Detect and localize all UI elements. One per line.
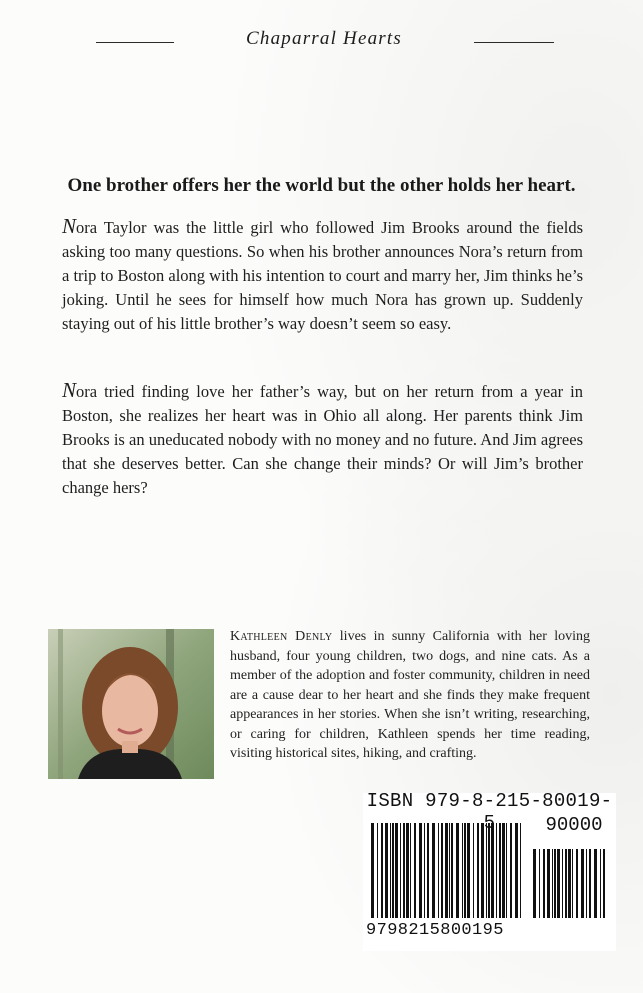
author-name: Kathleen Denly <box>230 629 333 644</box>
tagline: One brother offers her the world but the other holds her heart. <box>67 175 576 196</box>
ean-bar-12 <box>419 823 422 918</box>
series-rule-left <box>96 42 174 43</box>
ean-bar-9 <box>406 823 409 918</box>
ean-bar-8 <box>403 823 405 918</box>
blurb-paragraph-2 <box>62 378 583 500</box>
isbn-label: ISBN 979-8-215-80019-5 <box>366 790 613 834</box>
ean-bar-32 <box>499 823 501 918</box>
blurb-initial-1: N <box>62 214 77 238</box>
ean-bar-25 <box>473 823 474 918</box>
addon-bar-17 <box>603 849 605 918</box>
ean-bar-17 <box>441 823 443 918</box>
addon-bar-1 <box>539 849 540 918</box>
ean-bar-15 <box>432 823 435 918</box>
ean-bar-0 <box>371 823 374 918</box>
ean-bar-16 <box>438 823 439 918</box>
ean-bar-7 <box>400 823 401 918</box>
ean-bar-21 <box>456 823 459 918</box>
blurb-paragraph-1 <box>62 214 583 336</box>
addon-bar-6 <box>557 849 560 918</box>
ean-bar-26 <box>477 823 479 918</box>
addon-bar-14 <box>589 849 591 918</box>
ean-bar-34 <box>506 823 507 918</box>
ean-digits: 9798215800195 <box>366 921 504 940</box>
author-photo <box>48 629 214 779</box>
ean-bar-11 <box>414 823 416 918</box>
ean-bar-19 <box>449 823 450 918</box>
price-code: 90000 <box>545 814 603 836</box>
addon-bar-3 <box>547 849 550 918</box>
ean-bar-1 <box>377 823 378 918</box>
addon-bar-5 <box>554 849 556 918</box>
ean-bar-2 <box>381 823 383 918</box>
addon-bar-2 <box>543 849 545 918</box>
ean-bar-4 <box>390 823 391 918</box>
addon-bar-0 <box>533 849 536 918</box>
ean-bar-35 <box>510 823 512 918</box>
addon-bar-9 <box>568 849 571 918</box>
ean-bar-5 <box>392 823 394 918</box>
ean-bar-30 <box>491 823 494 918</box>
addon-bar-13 <box>586 849 587 918</box>
addon-bar-11 <box>576 849 578 918</box>
ean-bar-14 <box>427 823 429 918</box>
series-title: Chaparral Hearts <box>246 28 402 49</box>
addon-bar-10 <box>572 849 573 918</box>
author-bio-text: lives in sunny California with her loving husband, four young children, two dogs, and nine cats. As a member of the adoption and foster community, children in need are a cause dear to her heart and she finds they make frequent appearances in her stories. When she isn’t writing, researching, or caring for children, Kathleen spends her time reading, visiting historical sites, hiking, and crafting. <box>230 629 590 761</box>
ean-bar-10 <box>410 823 411 918</box>
ean-bar-36 <box>515 823 518 918</box>
ean-bar-20 <box>451 823 453 918</box>
ean-bar-28 <box>486 823 487 918</box>
addon-bar-15 <box>594 849 597 918</box>
addon-bar-4 <box>552 849 553 918</box>
addon-bar-7 <box>562 849 563 918</box>
addon-bar-8 <box>565 849 567 918</box>
ean-bar-3 <box>385 823 388 918</box>
blurb-text-2: ora tried finding love her father’s way, but on her return from a year in Boston, she realizes her heart was in Ohio all along. Her parents think Jim Brooks is an uneducated nobody with no money and no future. And Jim agrees that she deserves better. Can she change their minds? Or will Jim’s brother change hers? <box>62 382 583 497</box>
blurb-text-1: ora Taylor was the little girl who followed Jim Brooks around the fields asking too many questions. So when his brother announces Nora’s return from a trip to Boston along with his intention to court and marry her, Jim thinks he’s joking. Until he sees for himself how much Nora has grown up. Suddenly staying out of his little brother’s way doesn’t seem so easy. <box>62 218 583 333</box>
ean-bar-22 <box>462 823 463 918</box>
author-bio <box>230 627 590 764</box>
ean-bar-33 <box>502 823 505 918</box>
ean-bar-13 <box>424 823 425 918</box>
ean-bar-18 <box>445 823 448 918</box>
ean-bar-29 <box>488 823 490 918</box>
ean-bar-27 <box>481 823 484 918</box>
ean-bar-23 <box>464 823 466 918</box>
ean-bar-31 <box>496 823 497 918</box>
series-rule-right <box>474 42 554 43</box>
ean-bar-6 <box>395 823 398 918</box>
addon-bar-16 <box>600 849 601 918</box>
addon-bar-12 <box>581 849 584 918</box>
blurb-initial-2: N <box>62 378 77 402</box>
ean-bar-24 <box>467 823 470 918</box>
ean-bar-37 <box>520 823 521 918</box>
